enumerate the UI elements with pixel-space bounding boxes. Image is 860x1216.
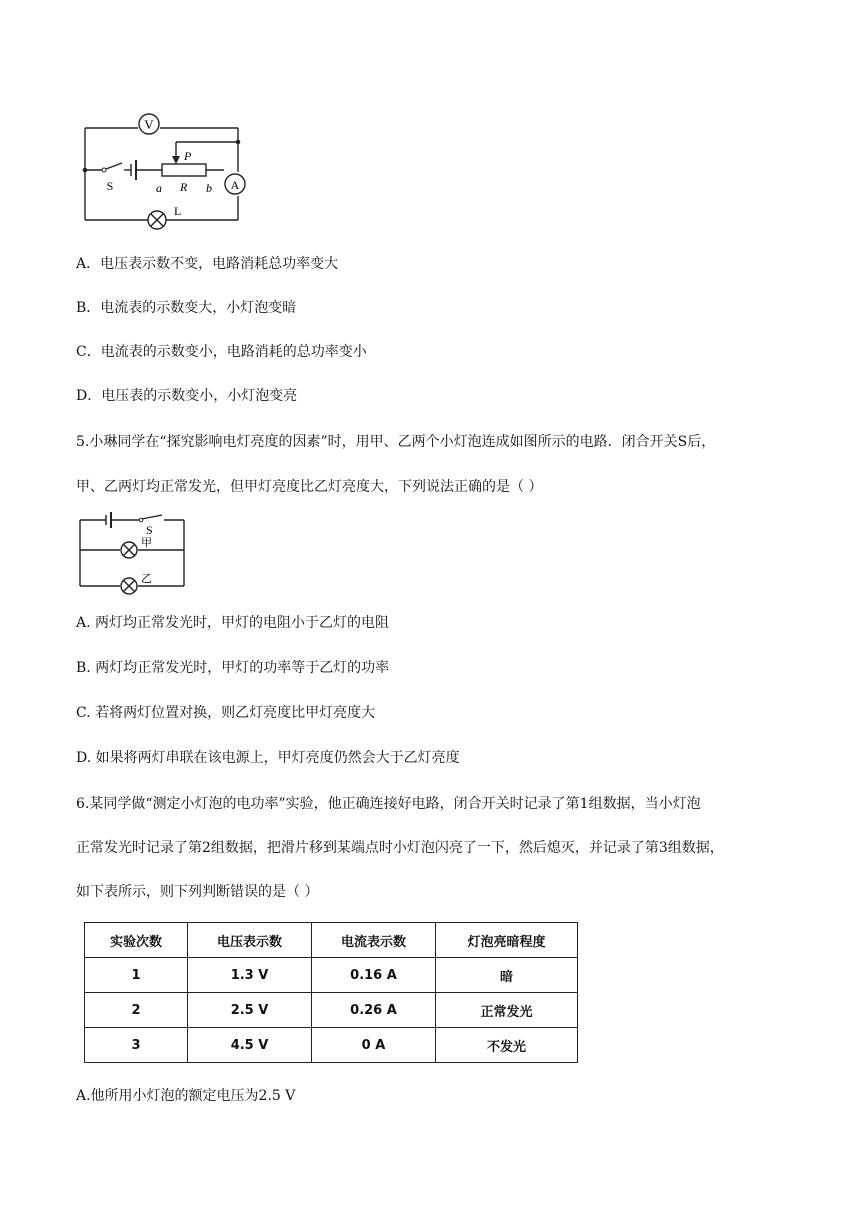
q4-option-c: C．电流表的示数变小，电路消耗的总功率变小 (76, 344, 367, 360)
q6-data-table (84, 922, 578, 1063)
q5-stem-line1: 5.小琳同学在“探究影响电灯亮度的因素”时，用甲、乙两个小灯泡连成如图所示的电路．闭合开关S后， (76, 434, 716, 450)
table-cell: 3 (85, 1028, 188, 1063)
table-row (85, 1028, 578, 1063)
table-cell: 0 A (312, 1028, 436, 1063)
q5-option-a: A. 两灯均正常发光时，甲灯的电阻小于乙灯的电阻 (76, 615, 390, 631)
table-row (85, 993, 578, 1028)
q6-stem-line1: 6.某同学做“测定小灯泡的电功率”实验，他正确连接好电路，闭合开关时记录了第1组数据，当小灯泡 (76, 796, 701, 812)
table-cell: 4.5 V (188, 1028, 312, 1063)
q5-option-c: C. 若将两灯位置对换，则乙灯亮度比甲灯亮度大 (76, 705, 376, 721)
q4-switch-label: S (106, 179, 114, 193)
q4-ammeter-label: A (230, 178, 240, 192)
table-header-current: 电流表示数 (312, 923, 436, 958)
table-header-voltage: 电压表示数 (188, 923, 312, 958)
q4-slider-label: P (184, 149, 192, 163)
table-cell: 2 (85, 993, 188, 1028)
q5-lamp2-label: 乙 (141, 573, 152, 585)
q5-option-b: B. 两灯均正常发光时，甲灯的功率等于乙灯的功率 (76, 660, 390, 676)
q5-option-d: D. 如果将两灯串联在该电源上，甲灯亮度仍然会大于乙灯亮度 (76, 750, 460, 766)
table-cell: 2.5 V (188, 993, 312, 1028)
q4-resistor-label: R (180, 180, 188, 194)
q6-stem-line3: 如下表所示，则下列判断错误的是（ ） (76, 884, 319, 900)
q5-lamp1-label: 甲 (141, 537, 152, 549)
q5-circuit-diagram (76, 510, 196, 600)
q4-lamp-label: L (174, 204, 182, 218)
q4-option-d: D．电压表的示数变小，小灯泡变亮 (76, 388, 298, 404)
q6-stem-line2: 正常发光时记录了第2组数据，把滑片移到某端点时小灯泡闪亮了一下，然后熄灭，并记录了第3组数据， (76, 840, 724, 856)
table-header-brightness: 灯泡亮暗程度 (436, 923, 578, 958)
q4-option-b: B．电流表的示数变大，小灯泡变暗 (76, 300, 297, 316)
q6-option-a: A.他所用小灯泡的额定电压为2.5 V (76, 1088, 296, 1104)
q4-circuit-diagram (76, 108, 256, 238)
q5-stem-line2: 甲、乙两灯均正常发光，但甲灯亮度比乙灯亮度大，下列说法正确的是（ ） (76, 479, 543, 495)
table-row (85, 958, 578, 993)
table-cell: 不发光 (436, 1028, 578, 1063)
q4-voltmeter-label: V (144, 117, 154, 132)
q4-end-b-label: b (206, 181, 212, 195)
table-cell: 0.26 A (312, 993, 436, 1028)
table-header-row (85, 923, 578, 958)
table-cell: 1 (85, 958, 188, 993)
table-cell: 1.3 V (188, 958, 312, 993)
table-cell: 暗 (436, 958, 578, 993)
table-cell: 0.16 A (312, 958, 436, 993)
table-cell: 正常发光 (436, 993, 578, 1028)
q4-option-a: A．电压表示数不变，电路消耗总功率变大 (76, 256, 339, 272)
q4-end-a-label: a (156, 181, 162, 195)
table-header-trial: 实验次数 (85, 923, 188, 958)
q5-switch-label: S (146, 523, 153, 537)
